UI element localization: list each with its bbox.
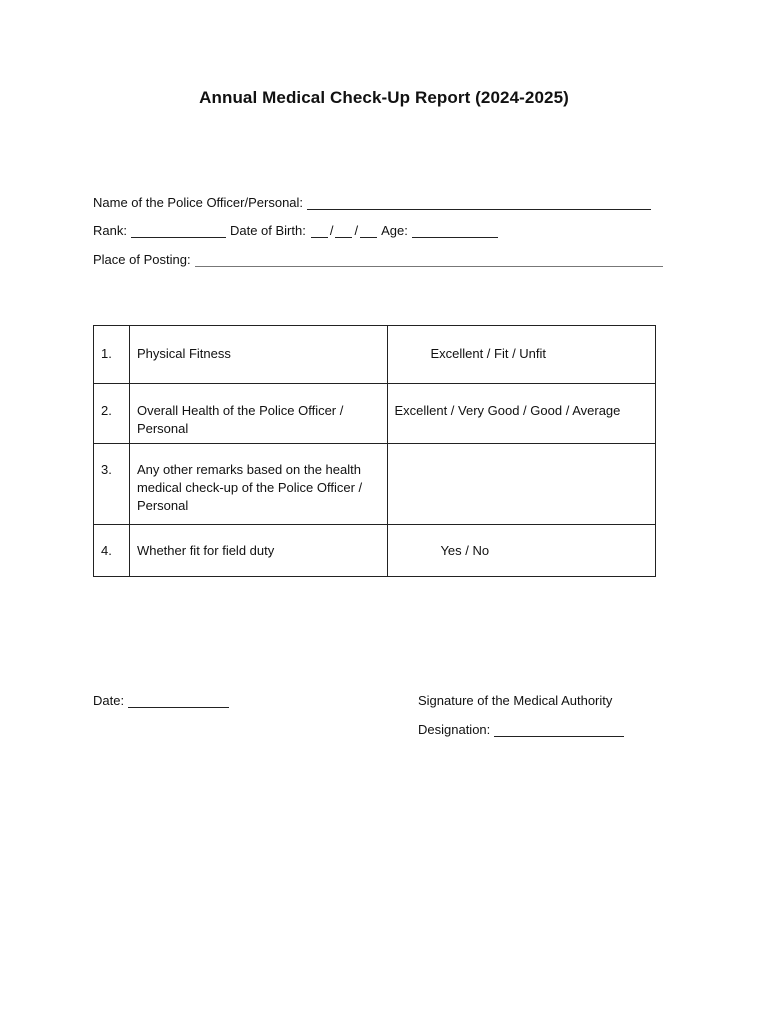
name-field-row [93, 195, 655, 210]
row-value: Excellent / Very Good / Good / Average [394, 403, 621, 418]
row-item-cell [129, 444, 387, 525]
row-item: Any other remarks based on the health medical check-up of the Police Officer / Personal [136, 462, 363, 513]
row-number: 1. [101, 346, 112, 361]
age-blank[interactable] [412, 225, 498, 238]
table-row [94, 326, 656, 384]
dob-month-blank[interactable] [335, 225, 352, 238]
page-title: Annual Medical Check-Up Report (2024-2025) [199, 88, 569, 107]
designation-blank[interactable] [494, 724, 624, 737]
row-item: Physical Fitness [136, 346, 231, 361]
posting-blank[interactable] [195, 254, 663, 267]
dob-label: Date of Birth: [229, 223, 306, 238]
row-item-cell [129, 326, 387, 384]
row-item: Whether fit for field duty [136, 543, 275, 558]
designation-field-row [418, 722, 628, 737]
table-row [94, 384, 656, 444]
row-value-cell[interactable] [388, 384, 656, 444]
row-number-cell [94, 326, 130, 384]
date-field-row [93, 693, 233, 708]
date-label: Date: [93, 693, 125, 708]
row-item: Overall Health of the Police Officer / Personal [136, 403, 344, 436]
row-value [388, 444, 655, 461]
dob-day-blank[interactable] [311, 225, 328, 238]
dob-separator-2: / [354, 223, 359, 238]
row-value: Excellent / Fit / Unfit [430, 346, 547, 361]
designation-label: Designation: [418, 722, 491, 737]
row-number: 4. [101, 543, 112, 558]
dob-year-blank[interactable] [360, 225, 377, 238]
row-item-cell [129, 384, 387, 444]
name-blank[interactable] [307, 197, 651, 210]
posting-field-row [93, 252, 667, 267]
rank-label: Rank: [93, 223, 127, 238]
age-label: Age: [381, 223, 408, 238]
row-value-cell[interactable] [388, 326, 656, 384]
name-label: Name of the Police Officer/Personal: [93, 195, 304, 210]
date-blank[interactable] [128, 695, 229, 708]
row-value: Yes / No [440, 543, 490, 558]
row-item-cell [129, 525, 387, 577]
row-number: 2. [101, 403, 112, 418]
posting-label: Place of Posting: [93, 252, 191, 267]
row-number-cell [94, 444, 130, 525]
table-row [94, 525, 656, 577]
row-number: 3. [101, 462, 112, 477]
dob-separator-1: / [329, 223, 334, 238]
row-number-cell [94, 525, 130, 577]
rank-dob-age-row [93, 223, 502, 238]
row-number-cell [94, 384, 130, 444]
medical-report-table [93, 325, 656, 577]
rank-blank[interactable] [131, 225, 226, 238]
signature-label: Signature of the Medical Authority [418, 693, 613, 708]
row-value-cell[interactable] [388, 525, 656, 577]
row-value-cell[interactable] [388, 444, 656, 525]
table-row [94, 444, 656, 525]
